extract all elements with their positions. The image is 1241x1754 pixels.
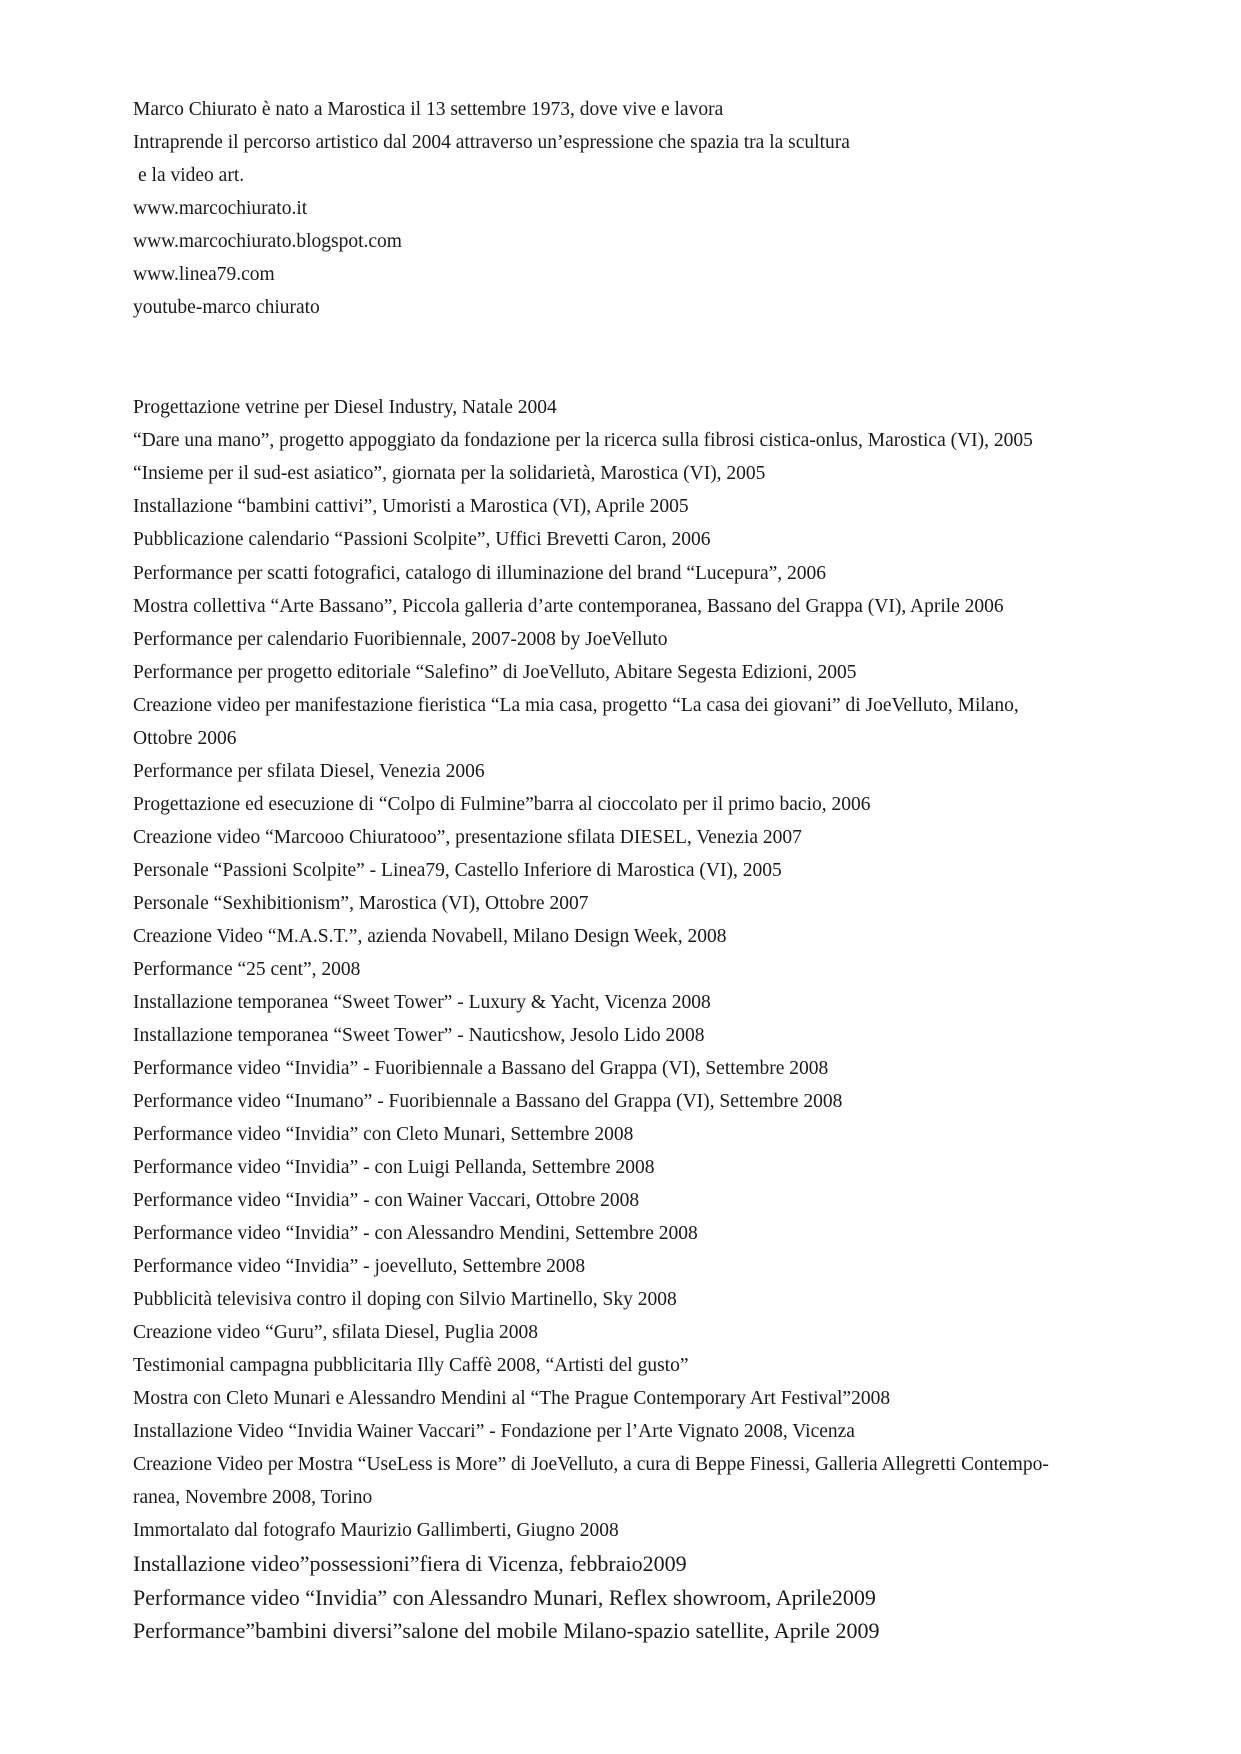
website-link: www.marcochiurato.it <box>133 198 308 219</box>
cv-entry: Creazione video “Marcooo Chiuratooo”, presentazione sfilata DIESEL, Venezia 2007 <box>133 827 802 848</box>
cv-entry: Testimonial campagna pubblicitaria Illy Caffè 2008, “Artisti del gusto” <box>133 1355 689 1376</box>
cv-entry-continuation: ranea, Novembre 2008, Torino <box>133 1487 373 1508</box>
cv-entry: Performance video “Invidia” - Fuoribiennale a Bassano del Grappa (VI), Settembre 2008 <box>133 1058 829 1079</box>
intro-line: Marco Chiurato è nato a Marostica il 13 settembre 1973, dove vive e lavora <box>133 99 724 120</box>
cv-entry: Performance video “Invidia” - con Alessandro Mendini, Settembre 2008 <box>133 1223 698 1244</box>
cv-entry: Performance per scatti fotografici, catalogo di illuminazione del brand “Lucepura”, 2006 <box>133 563 827 584</box>
intro-line: Intraprende il percorso artistico dal 2004 attraverso un’espressione che spazia tra la scultura <box>133 132 850 153</box>
cv-entry: Creazione Video “M.A.S.T.”, azienda Novabell, Milano Design Week, 2008 <box>133 926 727 947</box>
linea79-link: www.linea79.com <box>133 264 275 285</box>
cv-entry: Personale “Passioni Scolpite” - Linea79, Castello Inferiore di Marostica (VI), 2005 <box>133 860 782 881</box>
cv-entry: Progettazione ed esecuzione di “Colpo di Fulmine”barra al cioccolato per il primo bacio, 2006 <box>133 794 871 815</box>
cv-entry: Installazione temporanea “Sweet Tower” - Luxury & Yacht, Vicenza 2008 <box>133 992 711 1013</box>
cv-entry: Pubblicità televisiva contro il doping con Silvio Martinello, Sky 2008 <box>133 1289 677 1310</box>
cv-entry: Personale “Sexhibitionism”, Marostica (VI), Ottobre 2007 <box>133 893 589 914</box>
cv-entry: Performance video “Invidia” con Alessandro Munari, Reflex showroom, Aprile2009 <box>133 1585 876 1610</box>
cv-entry: Performance video “Invidia” con Cleto Munari, Settembre 2008 <box>133 1124 634 1145</box>
cv-entry: Performance video “Inumano” - Fuoribiennale a Bassano del Grappa (VI), Settembre 2008 <box>133 1091 843 1112</box>
cv-entry: Installazione temporanea “Sweet Tower” - Nauticshow, Jesolo Lido 2008 <box>133 1025 705 1046</box>
cv-entry: Pubblicazione calendario “Passioni Scolpite”, Uffici Brevetti Caron, 2006 <box>133 529 711 550</box>
intro-line: e la video art. <box>138 165 245 186</box>
cv-entry: “Dare una mano”, progetto appoggiato da fondazione per la ricerca sulla fibrosi cistica-onlus, Marostica (VI), 2005 <box>133 430 1033 451</box>
youtube-link: youtube-marco chiurato <box>133 297 320 318</box>
cv-entry: “Insieme per il sud-est asiatico”, giornata per la solidarietà, Marostica (VI), 2005 <box>133 463 766 484</box>
blog-link: www.marcochiurato.blogspot.com <box>133 231 402 252</box>
cv-entry: Performance per sfilata Diesel, Venezia 2006 <box>133 761 485 782</box>
cv-entry: Performance video “Invidia” - joevelluto, Settembre 2008 <box>133 1256 586 1277</box>
cv-entry: Immortalato dal fotografo Maurizio Gallimberti, Giugno 2008 <box>133 1520 619 1541</box>
cv-entry: Performance per progetto editoriale “Salefino” di JoeVelluto, Abitare Segesta Edizioni, 2005 <box>133 662 857 683</box>
cv-entry: Creazione Video per Mostra “UseLess is More” di JoeVelluto, a cura di Beppe Finessi, Galleria Allegretti Contempo- <box>133 1454 1049 1475</box>
cv-entry: Performance”bambini diversi”salone del mobile Milano-spazio satellite, Aprile 2009 <box>133 1618 880 1643</box>
cv-entry: Creazione video per manifestazione fieristica “La mia casa, progetto “La casa dei giovani” di JoeVelluto, Milano, <box>133 695 1019 716</box>
cv-entry: Mostra collettiva “Arte Bassano”, Piccola galleria d’arte contemporanea, Bassano del Grappa (VI), Aprile 2006 <box>133 596 1004 617</box>
cv-entry: Mostra con Cleto Munari e Alessandro Mendini al “The Prague Contemporary Art Festival”2008 <box>133 1388 891 1409</box>
cv-entry: Creazione video “Guru”, sfilata Diesel, Puglia 2008 <box>133 1322 539 1343</box>
cv-entry: Performance video “Invidia” - con Luigi Pellanda, Settembre 2008 <box>133 1157 655 1178</box>
cv-entry: Performance video “Invidia” - con Wainer Vaccari, Ottobre 2008 <box>133 1190 640 1211</box>
cv-entry: Installazione video”possessioni”fiera di Vicenza, febbraio2009 <box>133 1551 687 1576</box>
cv-entry: Progettazione vetrine per Diesel Industry, Natale 2004 <box>133 397 557 418</box>
cv-entry: Installazione Video “Invidia Wainer Vaccari” - Fondazione per l’Arte Vignato 2008, Vicenza <box>133 1421 855 1442</box>
cv-entry-continuation: Ottobre 2006 <box>133 728 237 749</box>
cv-entry: Performance “25 cent”, 2008 <box>133 959 361 980</box>
cv-entry: Performance per calendario Fuoribiennale, 2007-2008 by JoeVelluto <box>133 629 668 650</box>
cv-entry: Installazione “bambini cattivi”, Umoristi a Marostica (VI), Aprile 2005 <box>133 496 689 517</box>
